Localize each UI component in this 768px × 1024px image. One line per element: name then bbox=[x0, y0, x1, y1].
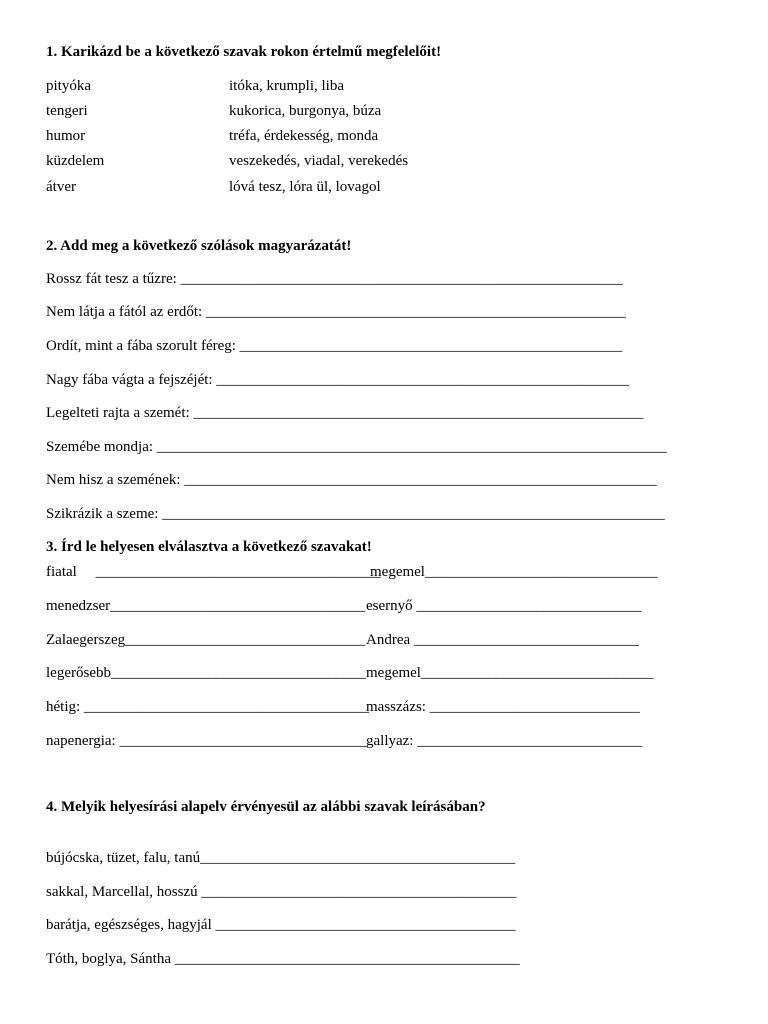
section3-left-5: hétig: ______________________________________ bbox=[46, 699, 369, 715]
section1-word-4: küzdelem bbox=[46, 153, 105, 169]
section1-options-2: kukorica, burgonya, búza bbox=[229, 103, 382, 119]
section3-left-3: Zalaegerszeg________________________________ bbox=[46, 632, 366, 648]
section3-left-2: menedzser__________________________________ bbox=[46, 598, 366, 614]
section2-heading: 2. Add meg a következő szólások magyarázatát! bbox=[46, 238, 352, 254]
section4-line-4: Tóth, boglya, Sántha ______________________________________________ bbox=[46, 951, 520, 967]
section2-line-6: Szemébe mondja: ____________________________________________________________________ bbox=[46, 439, 667, 455]
section2-line-3: Ordít, mint a fába szorult féreg: ___________________________________________________ bbox=[46, 338, 623, 354]
section4-heading: 4. Melyik helyesírási alapelv érvényesül az alábbi szavak leírásában? bbox=[46, 799, 486, 815]
section3-heading: 3. Írd le helyesen elválasztva a következő szavakat! bbox=[46, 539, 372, 555]
section1-word-3: humor bbox=[46, 128, 86, 144]
section2-line-7: Nem hisz a szemének: _______________________________________________________________ bbox=[46, 472, 657, 488]
section3-right-4: megemel_______________________________ bbox=[366, 665, 654, 681]
section3-right-2: esernyő ______________________________ bbox=[366, 598, 642, 614]
section3-right-1: megemel_______________________________ bbox=[370, 564, 658, 580]
section1-options-5: lóvá tesz, lóra ül, lovagol bbox=[229, 179, 381, 195]
section4-line-1: bújócska, tüzet, falu, tanú__________________________________________ bbox=[46, 850, 516, 866]
section3-left-6: napenergia: _________________________________ bbox=[46, 733, 367, 749]
section1-options-3: tréfa, érdekesség, monda bbox=[229, 128, 379, 144]
section2-line-5: Legelteti rajta a szemét: ____________________________________________________________ bbox=[46, 405, 644, 421]
section1-word-2: tengeri bbox=[46, 103, 88, 119]
section3-left-4: legerősebb__________________________________ bbox=[46, 665, 366, 681]
section3-left-1: fiatal ______________________________________ bbox=[46, 564, 381, 580]
section1-options-4: veszekedés, viadal, verekedés bbox=[229, 153, 409, 169]
section1-word-1: pityóka bbox=[46, 78, 91, 94]
section1-word-5: átver bbox=[46, 179, 76, 195]
section3-right-6: gallyaz: ______________________________ bbox=[366, 733, 643, 749]
section2-line-8: Szikrázik a szeme: ___________________________________________________________________ bbox=[46, 506, 665, 522]
section3-right-5: masszázs: ____________________________ bbox=[366, 699, 640, 715]
section4-line-2: sakkal, Marcellal, hosszú __________________________________________ bbox=[46, 884, 517, 900]
section3-right-3: Andrea ______________________________ bbox=[366, 632, 639, 648]
section1-options-1: itóka, krumpli, liba bbox=[229, 78, 344, 94]
section2-line-4: Nagy fába vágta a fejszéjét: _______________________________________________________ bbox=[46, 372, 629, 388]
section1-heading: 1. Karikázd be a következő szavak rokon értelmű megfelelőit! bbox=[46, 44, 442, 60]
section2-line-2: Nem látja a fától az erdőt: ________________________________________________________ bbox=[46, 304, 626, 320]
section2-line-1: Rossz fát tesz a tűzre: ___________________________________________________________ bbox=[46, 271, 624, 287]
section4-line-3: barátja, egészséges, hagyjál ________________________________________ bbox=[46, 917, 516, 933]
